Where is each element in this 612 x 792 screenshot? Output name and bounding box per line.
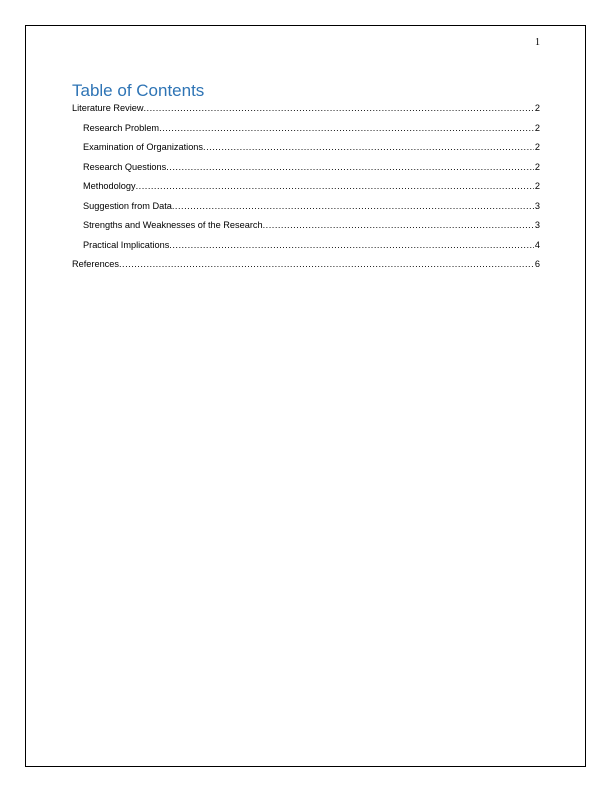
toc-entry-text: Research Questions: [83, 161, 167, 172]
toc-entry-research-problem[interactable]: [72, 123, 540, 143]
toc-entry-text: Literature Review: [72, 103, 144, 113]
toc-entry-text: Practical Implications: [83, 239, 170, 250]
toc-entry-page: 3: [534, 220, 540, 230]
toc-list: [72, 103, 540, 279]
toc-heading: Table of Contents: [72, 81, 205, 100]
toc-entry-text: Suggestion from Data: [83, 200, 172, 211]
toc-entry-page: 2: [534, 181, 540, 191]
toc-dot-leader: [119, 259, 534, 269]
toc-dot-leader: [144, 103, 534, 113]
toc-entry-text: Examination of Organizations: [83, 142, 204, 152]
toc-entry-text: References: [72, 259, 119, 269]
toc-entry-page: 2: [534, 103, 540, 113]
toc-entry-page: 2: [534, 161, 540, 172]
toc-dot-leader: [172, 201, 534, 211]
toc-entry-suggestion-from-data[interactable]: [72, 201, 540, 221]
toc-entry-text: Methodology: [83, 181, 136, 191]
toc-dot-leader: [166, 162, 534, 172]
toc-entry-examination-of-organizations[interactable]: [72, 142, 540, 162]
toc-entry-page: 3: [534, 200, 540, 211]
toc-dot-leader: [203, 142, 534, 152]
toc-entry-research-questions[interactable]: [72, 162, 540, 182]
toc-entry-page: 6: [534, 259, 540, 269]
toc-entry-literature-review[interactable]: [72, 103, 540, 123]
toc-dot-leader: [159, 123, 534, 133]
toc-entry-text: Strengths and Weaknesses of the Research: [83, 220, 263, 230]
toc-dot-leader: [263, 220, 534, 230]
toc-entry-page: 4: [534, 239, 540, 250]
toc-dot-leader: [136, 181, 534, 191]
toc-entry-methodology[interactable]: [72, 181, 540, 201]
toc-entry-page: 2: [534, 122, 540, 133]
toc-dot-leader: [169, 240, 534, 250]
toc-entry-text: Research Problem: [83, 122, 160, 133]
toc-entry-references[interactable]: [72, 259, 540, 279]
toc-entry-strengths-and-weaknesses[interactable]: [72, 220, 540, 240]
toc-entry-page: 2: [534, 142, 540, 152]
toc-entry-practical-implications[interactable]: [72, 240, 540, 260]
page-number: 1: [535, 37, 540, 48]
